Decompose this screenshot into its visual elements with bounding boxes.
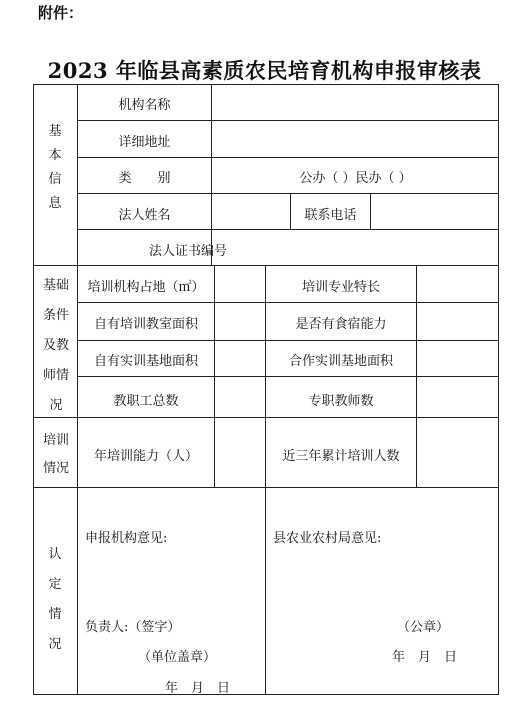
- section-basic-char: 本: [48, 148, 62, 163]
- section-approval-char: 认: [48, 547, 62, 562]
- practice-base-label: 自有实训基地面积: [93, 354, 198, 369]
- staff-total-label: 教职工总数: [113, 394, 179, 409]
- fulltime-teacher-label: 专职教师数: [308, 394, 374, 409]
- section-training-line: 情况: [42, 461, 69, 476]
- attachment-label: 附件：: [38, 4, 84, 22]
- lodging-label: 是否有食宿能力: [295, 317, 387, 332]
- section-conditions-line: 师情: [42, 368, 69, 383]
- three-year-total-label: 近三年累计培训人数: [282, 449, 400, 464]
- classroom-label: 自有培训教室面积: [93, 317, 198, 332]
- page-title: 2023 年临县高素质农民培育机构申报审核表: [47, 58, 482, 83]
- section-approval-char: 况: [48, 637, 62, 652]
- legal-person-label: 法人姓名: [118, 208, 171, 223]
- section-basic-char: 信: [48, 172, 62, 187]
- section-training-line: 培训: [42, 433, 69, 448]
- signer-label: 负责人:（签字）: [85, 620, 181, 635]
- section-basic-title: [45, 120, 65, 216]
- area-label: 培训机构占地（㎡）: [87, 280, 205, 295]
- section-training-title: [36, 427, 76, 483]
- coop-base-label: 合作实训基地面积: [288, 354, 393, 369]
- section-approval-char: 定: [48, 577, 62, 592]
- section-conditions-line: 条件: [42, 308, 69, 323]
- section-conditions-line: 及教: [42, 338, 69, 353]
- official-seal-label: （公章）: [397, 620, 450, 635]
- address-label: 详细地址: [118, 135, 171, 150]
- legal-cert-label: 法人证书编号: [148, 244, 227, 259]
- section-conditions-line: 基础: [42, 278, 69, 293]
- county-date: 年 月 日: [392, 650, 458, 665]
- applicant-opinion-label: 申报机构意见:: [85, 531, 168, 546]
- county-opinion-label: 县农业农村局意见:: [273, 531, 382, 546]
- phone-label: 联系电话: [304, 208, 357, 223]
- section-conditions-line: 况: [49, 398, 63, 413]
- annual-capacity-label: 年培训能力（人）: [93, 449, 198, 464]
- unit-seal-label: （单位盖章）: [138, 650, 217, 665]
- category-label: 类 别: [118, 171, 171, 186]
- category-options[interactable]: 公办（ ）民办（ ）: [299, 171, 412, 186]
- section-basic-char: 基: [48, 124, 62, 139]
- specialty-label: 培训专业特长: [301, 280, 380, 295]
- section-approval-char: 情: [48, 607, 62, 622]
- section-approval-title: [45, 540, 65, 660]
- org-name-label: 机构名称: [118, 98, 171, 113]
- section-conditions-title: [36, 271, 76, 421]
- section-basic-char: 息: [48, 196, 62, 211]
- applicant-date: 年 月 日: [165, 681, 231, 696]
